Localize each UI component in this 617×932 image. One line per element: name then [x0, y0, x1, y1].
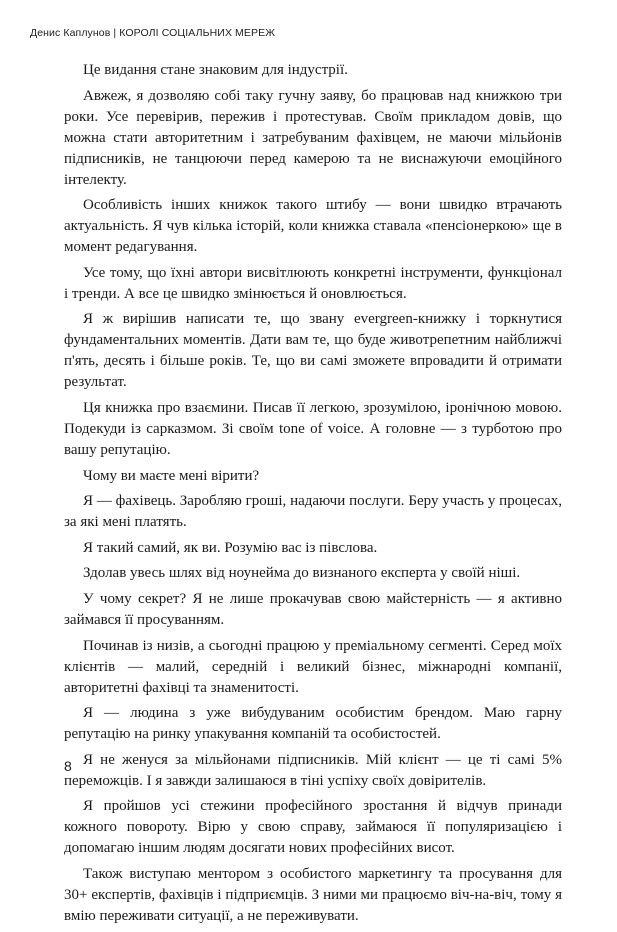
paragraph: Чому ви маєте мені вірити?: [83, 467, 260, 484]
paragraph: Я — людина з уже вибудуваним особистим брендом. Маю гарну репутацію на ринку упакування компаній та особистостей.: [64, 705, 562, 743]
paragraph: Ця книжка про взаємини. Писав її легкою, зрозумілою, іронічною мовою. Подекуди із сарказмом. Зі своїм tone of voice. А головне — з турботою про вашу репутацію.: [64, 399, 562, 458]
paragraph: Це видання стане знаковим для індустрії.: [83, 62, 348, 78]
paragraph: Я ж вирішив написати те, що звану evergreen-книжку і торкнутися фундаментальних моментів. Дати вам те, що буде животрепетним найближчі п'ять, десять і більше років. Те, що ви самі зможете впровадити й отримати результат.: [64, 311, 562, 391]
paragraph: Також виступаю ментором з особистого маркетингу та просування для 30+ експертів, фахівців і підприємців. З ними ми працюємо віч-на-віч, тому я вмію переживати ситуації, а не переживувати.: [64, 865, 562, 924]
running-header: Денис Каплунов | КОРОЛІ СОЦІАЛЬНИХ МЕРЕЖ: [30, 27, 276, 39]
paragraph: Здолав увесь шлях від ноунейма до визнаного експерта у своїй ніші.: [83, 565, 521, 582]
paragraph: Я такий самий, як ви. Розумію вас із півслова.: [83, 539, 378, 556]
body-text: [64, 60, 562, 932]
paragraph: Особливість інших книжок такого штибу — вони швидко втрачають актуальність. Я чув кілька історій, коли книжка ставала «пенсіонеркою» ще в момент редагування.: [64, 197, 562, 256]
paragraph: Авжеж, я дозволяю собі таку гучну заяву, бо працював над книжкою три роки. Усе перевірив, пережив і протестував. Своїм прикладом довів, що можна стати авторитетним і затребуваним фахівцем, не маючи мільйонів підписників, не танцюючи перед камерою та не виснажуючи емоційного інтелекту.: [64, 87, 562, 188]
paragraph: У чому секрет? Я не лише прокачував свою майстерність — я активно займався її просуванням.: [64, 590, 562, 628]
paragraph: Я пройшов усі стежини професійного зростання й відчув принади кожного повороту. Вірю у свою справу, займаюся її популяризацією і допомагаю іншим людям досягати нових професійних висот.: [64, 798, 562, 857]
paragraph: Починав із низів, а сьогодні працюю у преміальному сегменті. Серед моїх клієнтів — малий, середній і великий бізнес, міжнародні компанії, авторитетні фахівці та знаменитості.: [64, 637, 562, 696]
paragraph: Я не женуся за мільйонами підписників. Мій клієнт — це ті самі 5% переможців. І я завжди залишаюся в тіні успіху своїх довірителів.: [64, 751, 562, 789]
paragraph: Усе тому, що їхні автори висвітлюють конкретні інструменти, функціонал і тренди. А все це швидко змінюється й оновлюється.: [64, 264, 562, 302]
paragraph: Я — фахівець. Заробляю гроші, надаючи послуги. Беру участь у процесах, за які мені платять.: [64, 493, 562, 531]
page-number: 8: [64, 758, 72, 774]
